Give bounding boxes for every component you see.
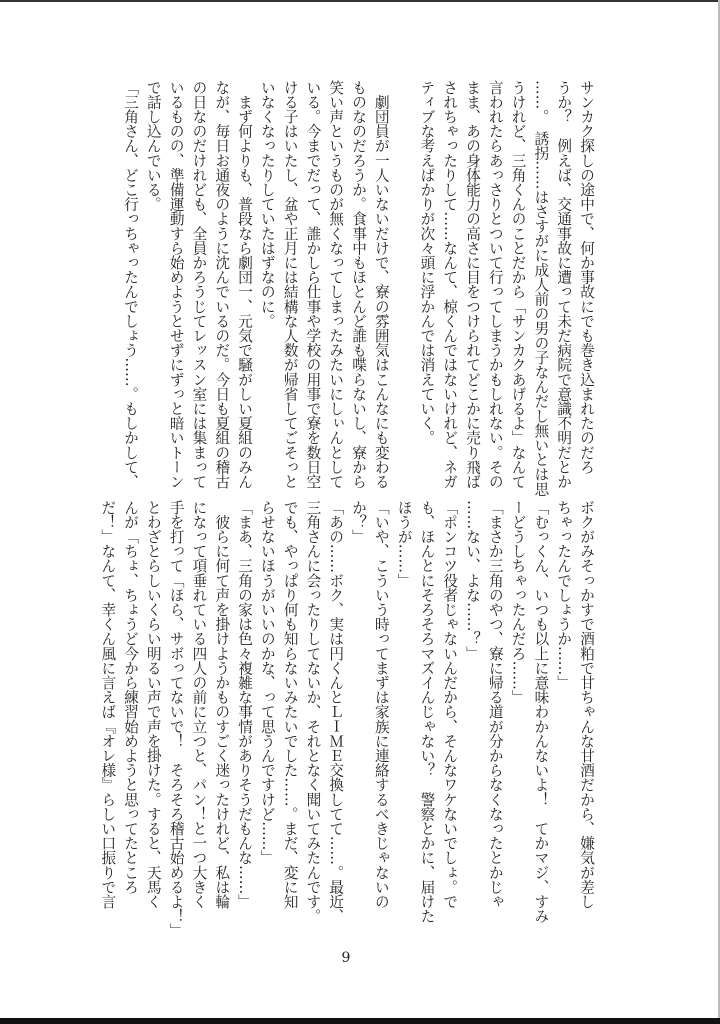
text-line: 笑い声というものが無くなってしまったみたいにしぃんとして — [327, 80, 345, 489]
bottom-border — [0, 1018, 720, 1024]
text-block-lower — [95, 500, 597, 938]
text-line: 「三角さん、どこ行っちゃったんでしょう……。もしかして、 — [122, 80, 140, 489]
text-line: されちゃったりして……なんて、椋くんではないけれど、ネガ — [441, 80, 459, 489]
text-line: 三角さんに会ったりしてないか、それとなく聞いてみたんです。 — [304, 500, 322, 924]
text-line: うか？ 例えば、交通事故に遭って未だ病院で意識不明だとか — [555, 80, 573, 489]
text-line: まま、あの身体能力の高さに目をつけられてどこかに売り飛ば — [464, 80, 482, 489]
text-line: なが、毎日お通夜のように沈んでいるのだ。今日も夏組の稽古 — [213, 80, 231, 489]
text-line — [392, 80, 415, 474]
text-line: 「まあ、三角の家は色々複雑な事情がありそうだもんな……」 — [236, 500, 254, 909]
text-line: ける子はいたし、盆や正月には結構な人数が帰省してごそっと — [281, 80, 299, 489]
text-line: ……ない、よな……？」 — [464, 500, 482, 661]
text-line: ティブな考えばかりが次々頭に浮かんでは消えていく。 — [418, 80, 436, 445]
text-line: うけれど、三角くんのことだから「サンカクあげるよ」なんて — [509, 80, 527, 489]
text-line: ーどうしちゃったんだろ……」 — [509, 500, 527, 705]
text-line: でも、やっぱり何も知らないみたいでした……。まだ、変に知 — [281, 500, 299, 909]
text-line: サンカク探しの途中で、何か事故にでも巻き込まれたのだろ — [578, 80, 595, 475]
text-line: いる。今までだって、誰かしら仕事や学校の用事で寮を数日空 — [304, 80, 322, 489]
text-line: ほうが……」 — [395, 500, 413, 588]
text-line: ちゃったんでしょうか……」 — [555, 500, 573, 690]
text-line: 劇団員が一人いないだけで、寮の雰囲気はこんなにも変わる — [372, 80, 390, 489]
text-line: んが「ちょ、ちょうど今から練習始めようと思ってたところ — [122, 500, 140, 895]
text-line: ものなのだろうか。食事中もほとんど誰も喋らないし、寮から — [350, 80, 368, 489]
text-line: 「むっくん、いつも以上に意味わかんないよ！ てかマジ、すみ — [532, 500, 550, 924]
text-line: 言われたらあっさりとついて行ってしまうかもしれない。その — [486, 80, 504, 489]
text-line: 「あの……ボク、実は円くんとＬＩＭＥ交換してて……。最近、 — [327, 500, 345, 924]
text-line: か？」 — [350, 500, 368, 544]
text-line: とわざとらしいくらい明るい声で声を掛けた。すると、天馬く — [144, 500, 162, 909]
text-line: らせないほうがいいのかな、って思うんですけど……」 — [258, 500, 276, 865]
text-line: だ！」なんて、幸くん風に言えば『オレ様』らしい口振りで言 — [99, 500, 117, 909]
page-number: 9 — [341, 950, 351, 966]
text-line: になって項垂れている四人の前に立つと、パン！と一つ大きく — [190, 500, 208, 909]
text-line: 「まさか三角のやつ、寮に帰る道が分からなくなったとかじゃ — [486, 500, 504, 909]
text-line: 「ポンコツ役者じゃないんだから、そんなワケないでしょ。で — [441, 500, 459, 909]
text-line: で話し込んでいる。 — [144, 80, 162, 212]
text-line: 手を打って「ほら、サボってないで！ そろそろ稽古始めるよ！」 — [167, 500, 185, 938]
top-border — [0, 0, 720, 2]
text-line: まず何よりも、普段なら劇団一、元気で騒がしい夏組のみん — [236, 80, 254, 489]
text-line: 「いや、こういう時ってまずは家族に連絡するべきじゃないの — [372, 500, 390, 909]
text-line: の日なのだけれども、全員かろうじてレッスン室には集まって — [190, 80, 208, 489]
text-line: 彼らに何て声を掛けようかものすごく迷ったけれど、私は輪 — [213, 500, 231, 909]
text-line: も、ほんとにそろそろマズイんじゃない？ 警察とかに、届けた — [418, 500, 436, 924]
text-line: いなくなったりしていたはずなのに。 — [258, 80, 276, 329]
text-line: ボクがみそっかすで酒粕で甘ちゃんな甘酒だから、嫌気が差し — [578, 500, 595, 909]
text-line: いるものの、準備運動すら始めようとせずにずっと暗いトーン — [167, 80, 185, 489]
text-block-upper — [118, 80, 597, 497]
text-line: ……。 誘拐……はさすがに成人前の男の子なんだし無いとは思 — [532, 80, 550, 497]
